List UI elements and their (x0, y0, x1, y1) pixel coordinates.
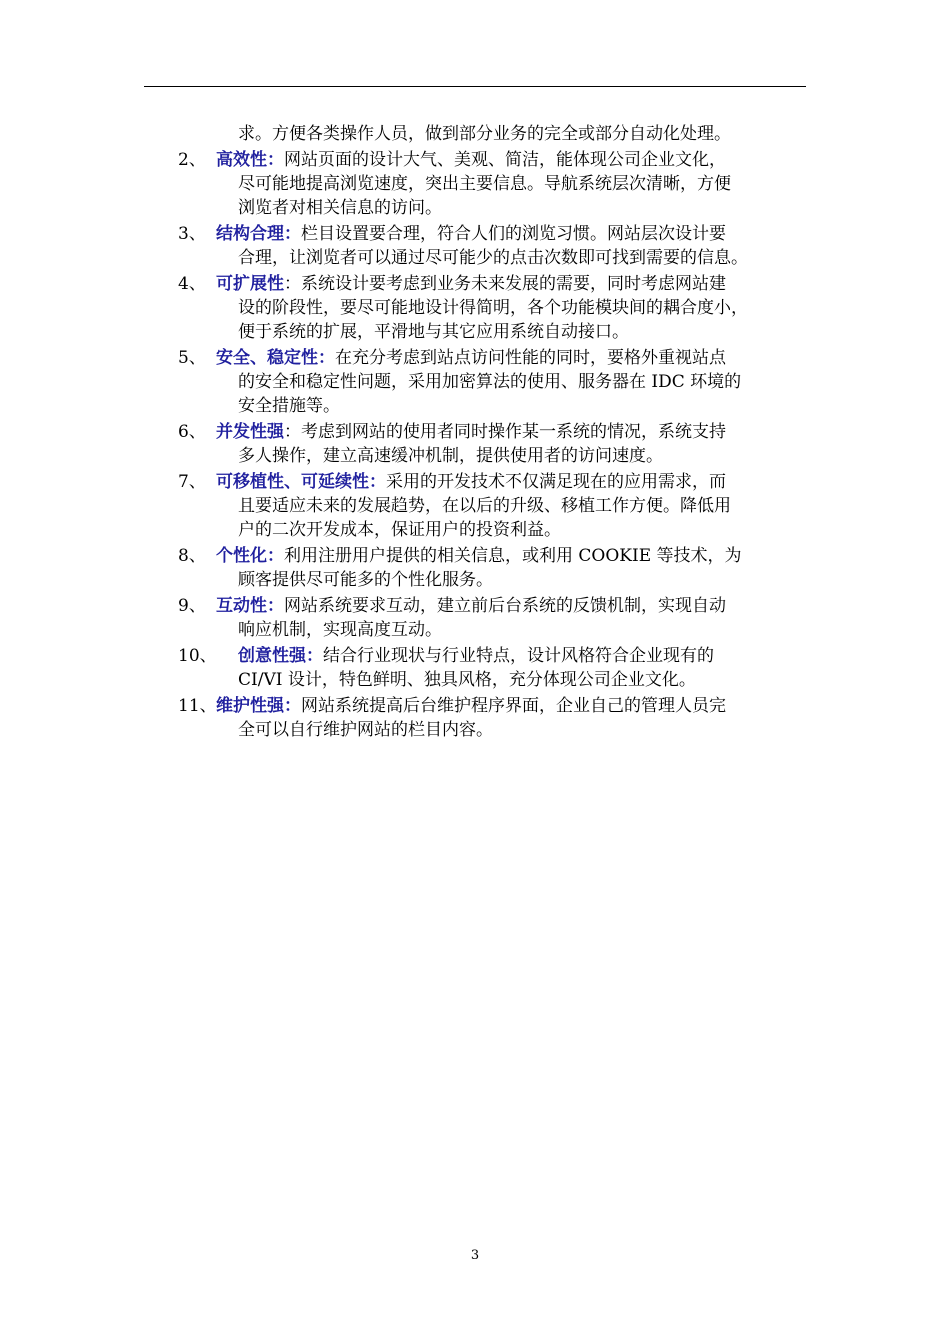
list-item-first-line (216, 544, 742, 568)
list-item-text: 结合行业现状与行业特点，设计风格符合企业现有的 (323, 646, 714, 666)
list-item-continuation: 浏览者对相关信息的访问。 (238, 198, 442, 218)
header-rule (144, 86, 806, 87)
list-item-text: 利用注册用户提供的相关信息，或利用 COOKIE 等技术，为 (284, 546, 742, 566)
list-item-number: 2、 (178, 150, 206, 170)
list-item-number: 7、 (178, 472, 206, 492)
list-item-number: 11、 (178, 696, 217, 716)
list-item-term: 结构合理： (216, 224, 301, 244)
page-number: 3 (470, 1248, 480, 1263)
list-item-term: 安全、稳定性： (216, 348, 335, 368)
list-item-continuation: 且要适应未来的发展趋势，在以后的升级、移植工作方便。降低用 (238, 496, 731, 516)
list-item-term: 高效性： (216, 150, 284, 170)
list-item-first-line (216, 694, 726, 718)
list-item-text: ：系统设计要考虑到业务未来发展的需要，同时考虑网站建 (284, 274, 726, 294)
list-item-text: 栏目设置要合理，符合人们的浏览习惯。网站层次设计要 (301, 224, 726, 244)
list-item-text: 网站页面的设计大气、美观、简洁，能体现公司企业文化， (284, 150, 726, 170)
list-item-continuation: 便于系统的扩展，平滑地与其它应用系统自动接口。 (238, 322, 629, 342)
list-item-continuation: 响应机制，实现高度互动。 (238, 620, 442, 640)
list-item-number: 3、 (178, 224, 206, 244)
list-item-term: 创意性强： (238, 646, 323, 666)
list-item-term: 维护性强： (216, 696, 301, 716)
continuation-line: 求。方便各类操作人员，做到部分业务的完全或部分自动化处理。 (238, 124, 731, 144)
list-item-number: 8、 (178, 546, 206, 566)
list-item-number: 4、 (178, 274, 206, 294)
list-item-term: 互动性： (216, 596, 284, 616)
list-item-text: 网站系统要求互动，建立前后台系统的反馈机制，实现自动 (284, 596, 726, 616)
list-item-term: 可移植性、可延续性： (216, 472, 386, 492)
list-item-continuation: 设的阶段性，要尽可能地设计得简明，各个功能模块间的耦合度小， (238, 298, 748, 318)
list-item-first-line (216, 346, 726, 370)
list-item-continuation: 合理，让浏览者可以通过尽可能少的点击次数即可找到需要的信息。 (238, 248, 748, 268)
list-item-first-line (216, 470, 726, 494)
list-item-first-line (238, 644, 714, 668)
list-item-continuation: 顾客提供尽可能多的个性化服务。 (238, 570, 493, 590)
list-item-first-line (216, 272, 726, 296)
list-item-text: 采用的开发技术不仅满足现在的应用需求，而 (386, 472, 726, 492)
list-item-continuation: 户的二次开发成本，保证用户的投资利益。 (238, 520, 561, 540)
list-item-first-line (216, 148, 726, 172)
list-item-first-line (216, 222, 726, 246)
list-item-term: 可扩展性 (216, 274, 284, 294)
list-item-text: ：考虑到网站的使用者同时操作某一系统的情况，系统支持 (284, 422, 726, 442)
list-item-number: 10、 (178, 646, 217, 666)
list-item-text: 在充分考虑到站点访问性能的同时，要格外重视站点 (335, 348, 726, 368)
list-item-number: 9、 (178, 596, 206, 616)
list-item-text: 网站系统提高后台维护程序界面，企业自己的管理人员完 (301, 696, 726, 716)
list-item-number: 5、 (178, 348, 206, 368)
list-item-continuation: 安全措施等。 (238, 396, 340, 416)
list-item-first-line (216, 594, 726, 618)
list-item-continuation: CI/VI 设计，特色鲜明、独具风格，充分体现公司企业文化。 (238, 670, 696, 690)
list-item-term: 个性化： (216, 546, 284, 566)
list-item-number: 6、 (178, 422, 206, 442)
list-item-continuation: 全可以自行维护网站的栏目内容。 (238, 720, 493, 740)
list-item-continuation: 多人操作，建立高速缓冲机制，提供使用者的访问速度。 (238, 446, 663, 466)
list-item-term: 并发性强 (216, 422, 284, 442)
list-item-first-line (216, 420, 726, 444)
list-item-continuation: 尽可能地提高浏览速度，突出主要信息。导航系统层次清晰，方便 (238, 174, 731, 194)
list-item-continuation: 的安全和稳定性问题，采用加密算法的使用、服务器在 IDC 环境的 (238, 372, 742, 392)
